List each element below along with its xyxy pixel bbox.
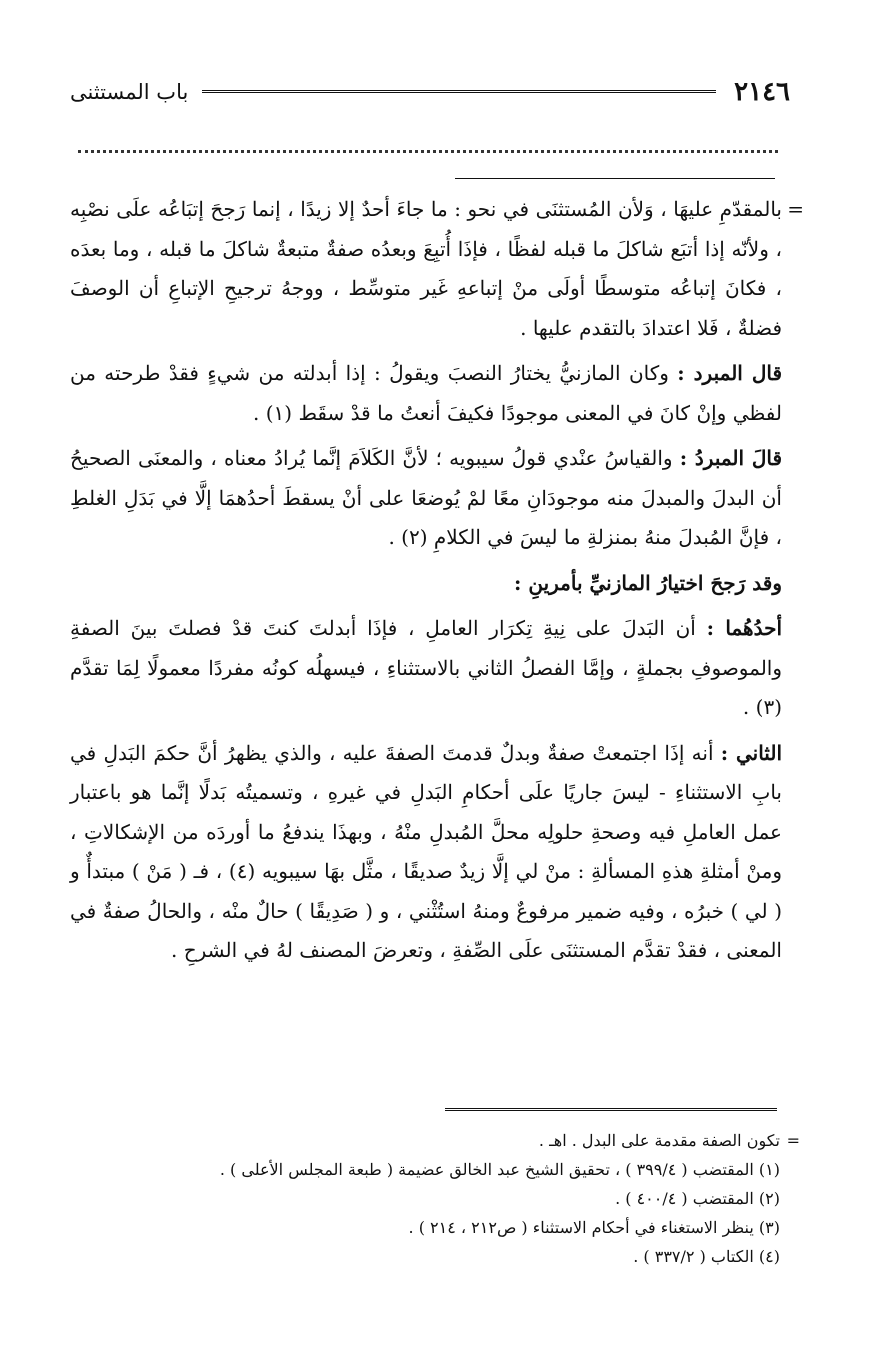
running-header	[70, 72, 790, 112]
footnote-3: (٣) ينظر الاستغناء في أحكام الاستثناء ( ص٢١٢ ، ٢١٤ ) .	[408, 1218, 780, 1237]
footnote-4: (٤) الكتاب ( ٣٣٧/٢ ) .	[633, 1247, 780, 1266]
paragraph-first-reason	[70, 609, 782, 728]
paragraph-second-reason	[70, 734, 782, 971]
paragraph-lead: وقد رَجحَ اختيارُ المازنيِّ بأمرينِ :	[514, 570, 782, 595]
paragraph-lead: قال المبرد :	[677, 361, 783, 385]
footnote-continuation: تكون الصفة مقدمة على البدل . اهـ .	[538, 1131, 780, 1150]
paragraph-text: وكان المازنيُّ يختارُ النصبَ ويقولُ : إذا أبدلته من شيءٍ فقدْ طرحته من لفظي وإنْ كانَ في المعنى موجودًا فكيفَ أنعتُ ما قدْ سقَط (١) .	[70, 361, 782, 425]
chapter-title: باب المستثنى	[70, 80, 189, 104]
footnotes-rule	[445, 1108, 777, 1111]
footnote-1: (١) المقتضب ( ٣٩٩/٤ ) ، تحقيق الشيخ عبد الخالق عضيمة ( طبعة المجلس الأعلى ) .	[219, 1160, 780, 1179]
paragraph-text: والقياسُ عنْدي قولُ سيبويه ؛ لأنَّ الكَلاَمَ إنَّما يُرادُ معناه ، والمعنَى الصحيحُ أن البدلَ والمبدلَ منه موجودَانِ معًا لمْ يُوضعَا على أنْ يسقطَ أحدُهمَا إلَّا في بَدَلِ الغلطِ ، فإنَّ المُبدلَ منهُ بمنزلةِ ما ليسَ في الكلامِ (٢) .	[70, 446, 782, 549]
paragraph-text: أنه إذَا اجتمعتْ صفةٌ وبدلٌ قدمتَ الصفةَ عليه ، والذي يظهرُ أنَّ حكمَ البَدلِ في بابِ الاستثناءِ - ليسَ جاريًا علَى أحكامِ البَدلِ في غيرهِ ، وتسميتُه بَدلًا إنَّما هو باعتبار عمل العاملِ فيه وصحةِ حلولِه محلَّ المُبدلِ منْهُ ، وبهذَا يندفعُ ما أوردَه من الإشكالاتِ ، ومنْ أمثلةِ هذهِ المسألةِ : منْ لي إلَّا زيدٌ صديقًا ، مثَّل بهَا سيبويه (٤) ، فـ ( مَنْ ) مبتدأٌ و ( لي ) خبرُه ، وفيه ضمير مرفوعٌ ومنهُ استُثْني ، و ( صَدِيقًا ) حالٌ منْه ، والحالُ صفةٌ في المعنى ، فقدْ تقدَّم المستثنَى علَى الصِّفةِ ، وتعرضَ المصنف لهُ في الشرحِ .	[70, 740, 783, 962]
paragraph-lead: قالَ المبردُ :	[679, 446, 783, 470]
paragraph-continuation	[70, 190, 782, 348]
footnote-2: (٢) المقتضب ( ٤٠٠/٤ ) .	[615, 1189, 780, 1208]
footnotes	[80, 1126, 800, 1271]
paragraph-lead: الثاني :	[720, 740, 782, 765]
dotted-separator	[78, 150, 778, 153]
paragraph-mubarrad-1	[70, 354, 782, 433]
header-rule	[202, 90, 716, 95]
paragraph-text: أن البَدلَ على نِيةِ تِكرَار العاملِ ، فإذَا أبدلتَ كنتَ قدْ فصلتَ بينَ الصفةِ والموصوفِ بجملةٍ ، وإمَّا الفصلُ الثاني بالاستثناءِ ، فيسهلُه كونُه مفردًا معمولًا لِمَا تقدَّم (٣) .	[70, 616, 782, 719]
paragraph-two-reasons	[70, 564, 782, 604]
main-text	[70, 190, 804, 971]
footnote-continuation-mark: =	[786, 1131, 800, 1150]
page-number: ٢١٤٦	[734, 77, 790, 107]
continuation-mark: =	[787, 197, 804, 221]
paragraph-mubarrad-2	[70, 439, 782, 558]
paragraph-lead: أحدُهُما :	[706, 616, 783, 640]
top-rule	[455, 178, 775, 179]
paragraph-text: بالمقدّمِ عليهَا ، وَلأن المُستثنَى في نحو : ما جاءَ أحدٌ إلا زيدًا ، إنما رَجحَ إتبَاعُه علَى نصْبِه ، ولأنّه إذا أتبَع شاكلَ ما قبله لفظًا ، فإذَا أُتبِعَ وبعدُه صفةٌ متبعةٌ شاكلَ ما قبله ، وما بعدَه ، فكانَ إتباعُه متوسطًا أولَى منْ إتباعهِ غَير متوسِّط ، ووجهُ ترجيحِ الإتباعِ أن الوصفَ فضلةٌ ، فَلا اعتدادَ بالتقدم عليها .	[70, 197, 782, 340]
